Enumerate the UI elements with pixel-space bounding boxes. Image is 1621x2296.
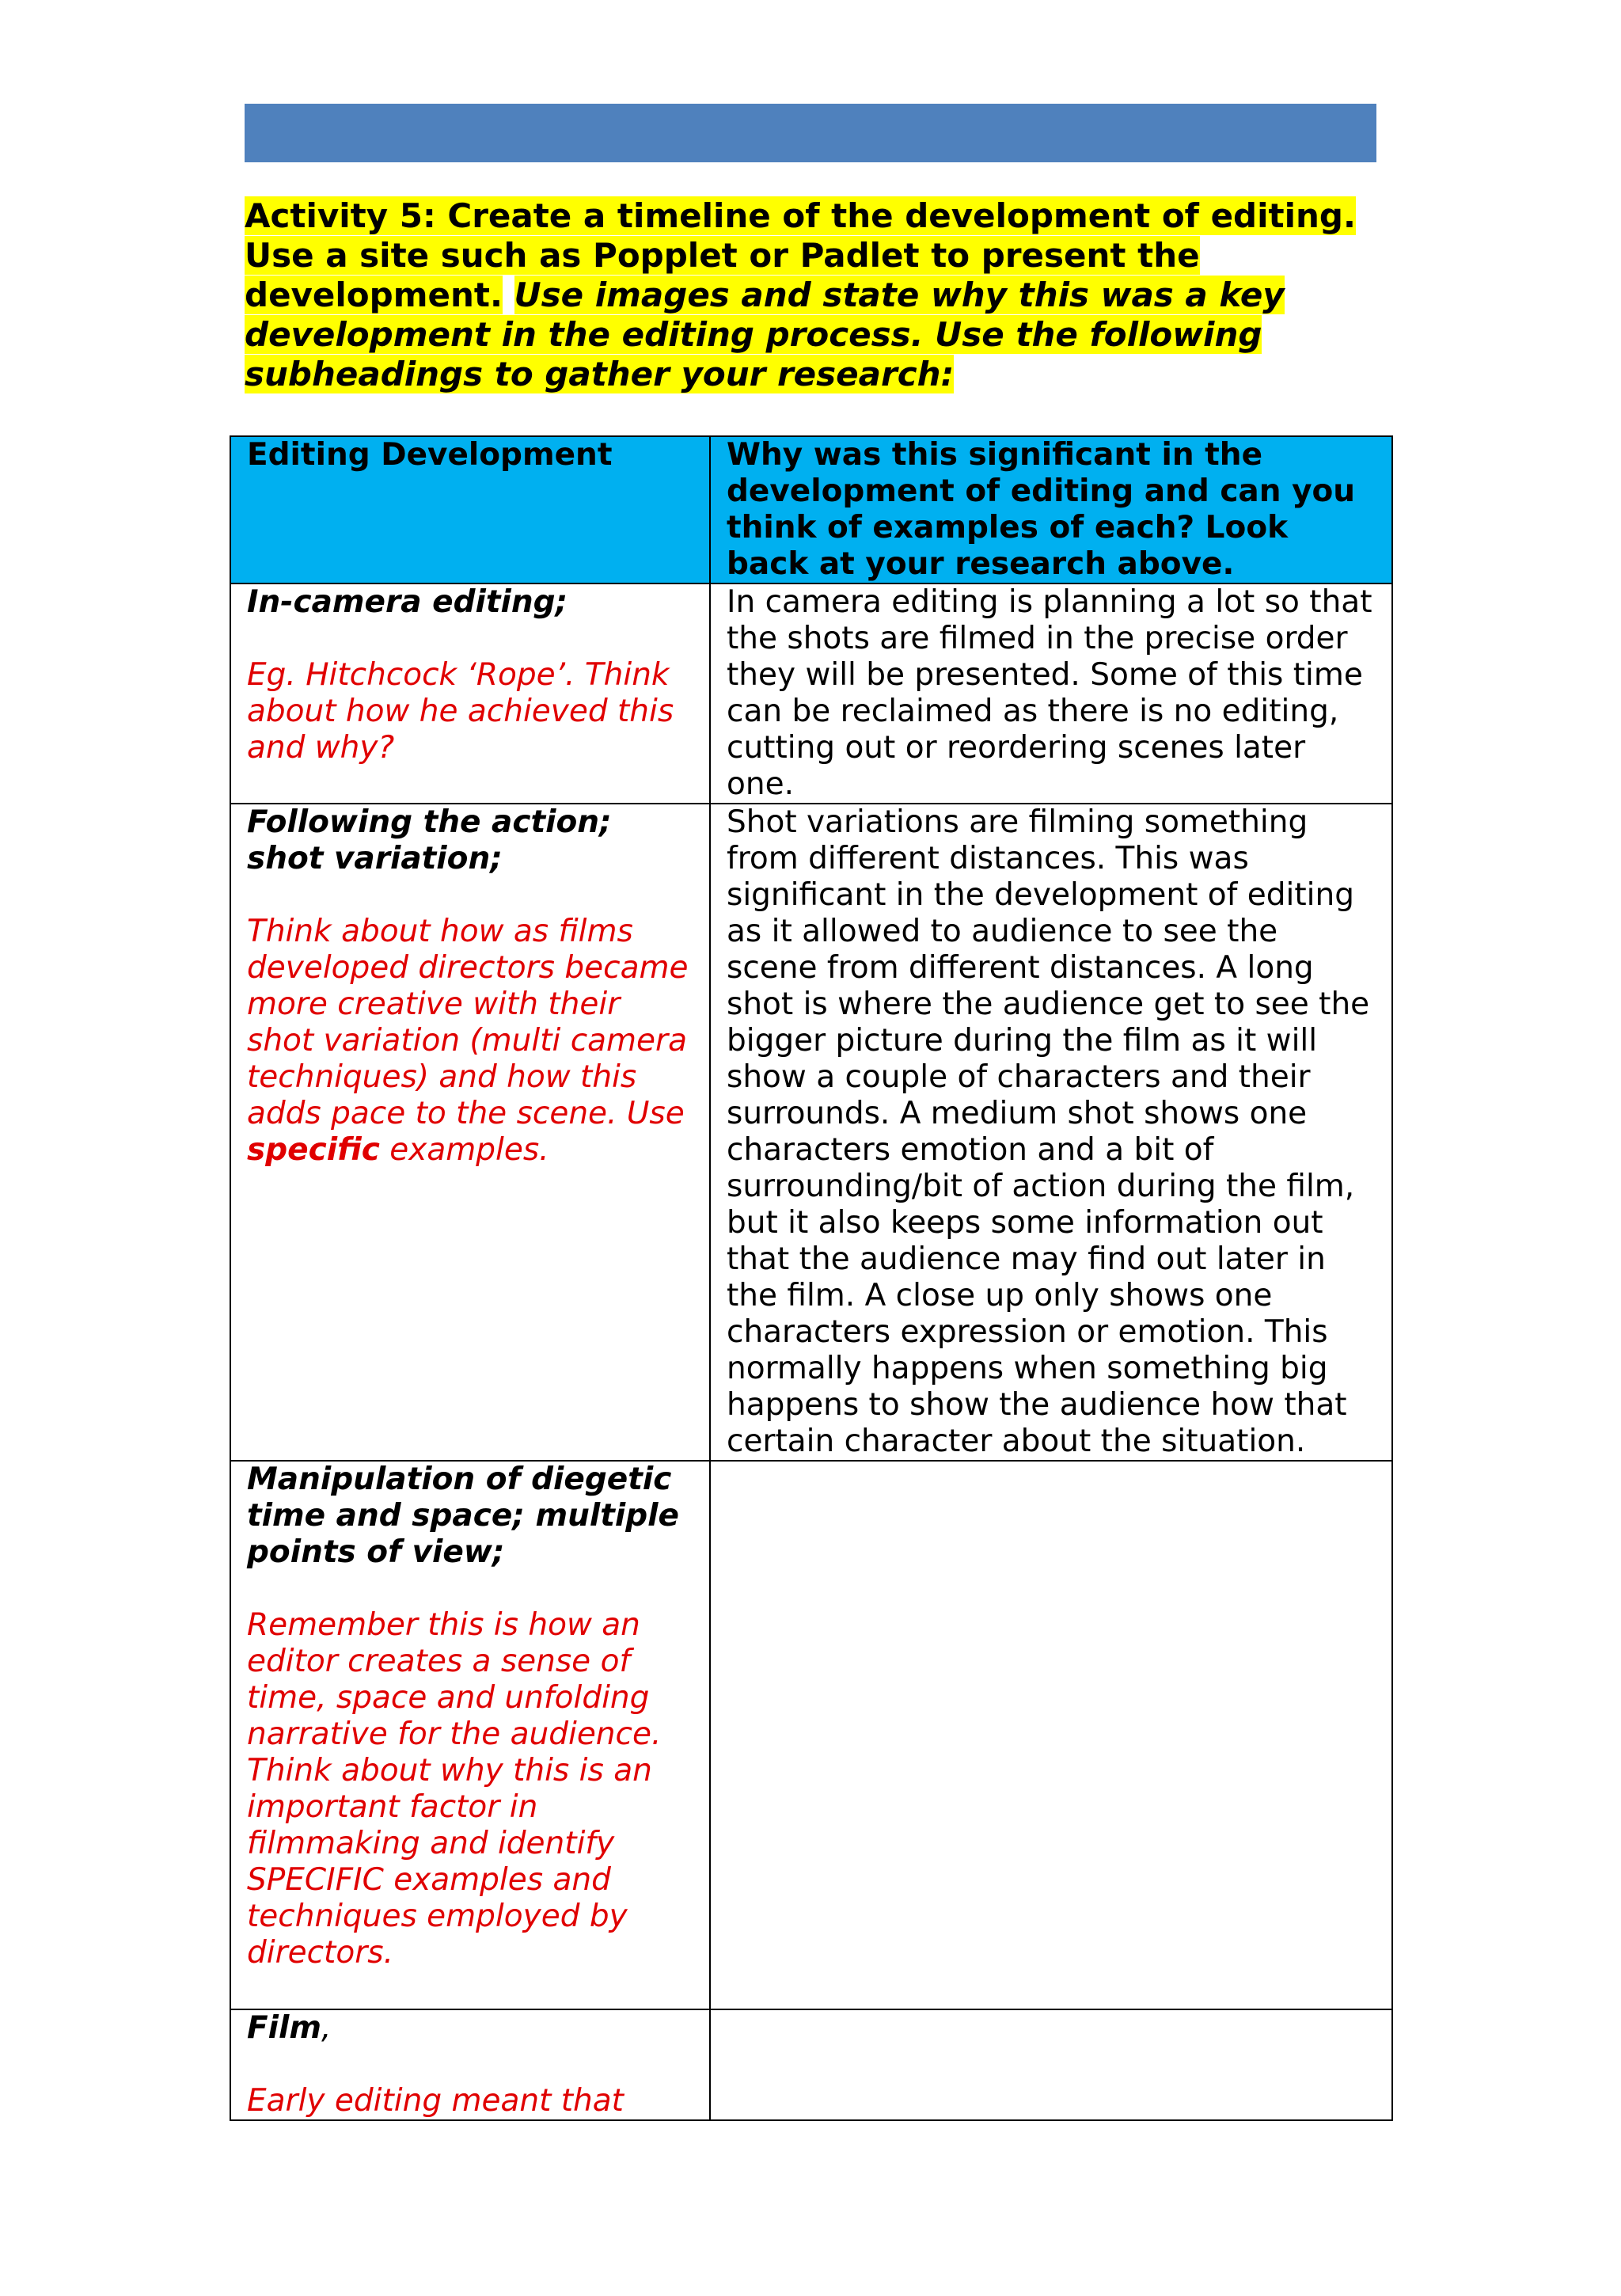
- row-answer-cell[interactable]: [710, 2009, 1392, 2120]
- row-topic-cell: [230, 804, 710, 1461]
- hint-text-end: examples.: [389, 1132, 549, 1168]
- topic-name: Following the action; shot variation;: [247, 804, 612, 876]
- topic-name: In-camera editing;: [247, 584, 568, 620]
- activity-instructions-italic: Use images and state why this was a key development in the editing process. Use the following subheadings to gather your research:: [245, 276, 1285, 393]
- table-header-row: [230, 436, 1392, 584]
- row-answer-cell[interactable]: [710, 1461, 1392, 2009]
- row-topic-cell: [230, 2009, 710, 2120]
- row-answer-cell[interactable]: [710, 804, 1392, 1461]
- topic-hint: Early editing meant that: [247, 2083, 624, 2119]
- table-row: [230, 1461, 1392, 2009]
- topic-name: [247, 2010, 695, 2047]
- topic-name-suffix: ,: [321, 2010, 332, 2046]
- table-row: [230, 584, 1392, 804]
- topic-name: Manipulation of diegetic time and space; multiple points of view;: [247, 1462, 679, 1570]
- header-editing-development: Editing Development: [230, 436, 710, 584]
- header-banner: [245, 104, 1376, 162]
- answer-text: Shot variations are filming something from different distances. This was significant in the development of editing as it allowed to audience to see the scene from different distances. A long shot is where the audience get to see the bigger picture during the film as it will show a couple of characters and their surrounds. A medium shot shows one characters emotion and a bit of surrounding/bit of action during the film, but it also keeps some information out that the audience may find out later in the film. A close up only shows one characters expression or emotion. This normally happens when something big happens to show the audience how that certain character about the situation.: [727, 804, 1370, 1459]
- row-topic-cell: [230, 1461, 710, 2009]
- activity-instructions: [245, 196, 1384, 394]
- topic-hint: Remember this is how an editor creates a sense of time, space and unfolding narrative for the audience. Think about why this is an important factor in filmmaking and identify SPECIFIC examples and techniques employed by directors.: [247, 1607, 662, 1971]
- topic-name-text: Film: [247, 2010, 322, 2046]
- table-row: [230, 2009, 1392, 2120]
- activity-title: Activity 5: Create a timeline of the development of editing. Use a site such as Popplet or Padlet to present the development.: [245, 196, 1356, 314]
- table-row: [230, 804, 1392, 1461]
- row-answer-cell[interactable]: [710, 584, 1392, 804]
- answer-text: In camera editing is planning a lot so that the shots are filmed in the precise order they will be presented. Some of this time can be reclaimed as there is no editing, cutting out or reordering scenes later one.: [727, 584, 1372, 802]
- hint-emphasis: specific: [247, 1132, 380, 1168]
- editing-development-table: [230, 435, 1393, 2121]
- hint-text: Think about how as films developed directors became more creative with their shot variation (multi camera techniques) and how this adds pace to the scene. Use: [247, 914, 689, 1131]
- row-topic-cell: [230, 584, 710, 804]
- topic-hint: [247, 914, 695, 1169]
- topic-hint: Eg. Hitchcock ‘Rope’. Think about how he achieved this and why?: [247, 657, 674, 766]
- header-significance: Why was this significant in the development of editing and can you think of examples of each? Look back at your research above.: [710, 436, 1392, 584]
